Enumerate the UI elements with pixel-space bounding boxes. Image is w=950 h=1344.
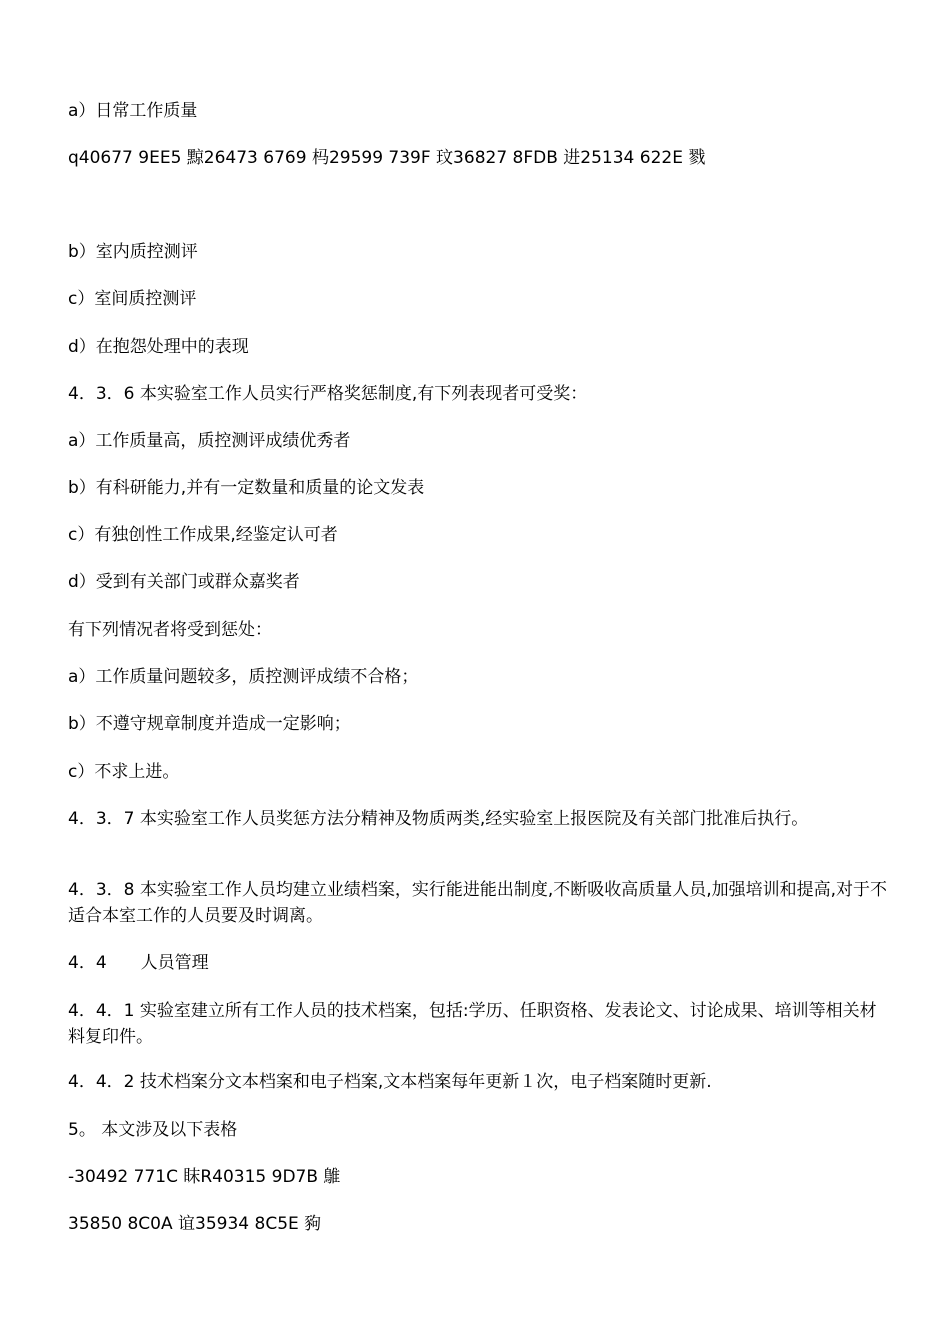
text-line: a）工作质量高，质控测评成绩优秀者 [68,431,351,451]
section-heading: 4．3．6 本实验室工作人员实行严格奖惩制度,有下列表现者可受奖： [68,384,588,404]
section-paragraph: 4．4．1 实验室建立所有工作人员的技术档案，包括:学历、任职资格、发表论文、讨论成果、培训等相关材料复印件。 [68,1001,877,1047]
text-line: b）有科研能力,并有一定数量和质量的论文发表 [68,478,425,498]
section-paragraph: 4．3．7 本实验室工作人员奖惩方法分精神及物质两类,经实验室上报医院及有关部门批准后执行。 [68,809,809,829]
text-line: c）不求上进。 [68,762,180,782]
text-line: a）日常工作质量 [68,101,198,121]
section-paragraph: 4．4．2 技术档案分文本档案和电子档案,文本档案每年更新１次，电子档案随时更新. [68,1072,712,1092]
text-line: c）有独创性工作成果,经鉴定认可者 [68,525,338,545]
text-line: d）在抱怨处理中的表现 [68,337,249,357]
text-line: b）不遵守规章制度并造成一定影响； [68,714,351,734]
text-line: b）室内质控测评 [68,242,198,262]
section-heading: 4．4 人员管理 [68,953,209,973]
text-line: -30492 771C 眜R40315 9D7B 鵻 [68,1167,341,1187]
text-line: 有下列情况者将受到惩处： [68,620,272,640]
section-paragraph: 4．3．8 本实验室工作人员均建立业绩档案，实行能进能出制度,不断吸收高质量人员,加强培训和提高,对于不适合本室工作的人员要及时调离。 [68,880,888,926]
text-line: 35850 8C0A 谊35934 8C5E 豞 [68,1214,322,1234]
section-heading: 5。 本文涉及以下表格 [68,1120,238,1140]
text-line: d）受到有关部门或群众嘉奖者 [68,572,300,592]
text-line: a）工作质量问题较多，质控测评成绩不合格； [68,667,419,687]
text-line: q40677 9EE5 黥26473 6769 杩29599 739F 玟36827 8FDB 进25134 622E 戮 [68,148,706,168]
text-line: c）室间质控测评 [68,289,197,309]
